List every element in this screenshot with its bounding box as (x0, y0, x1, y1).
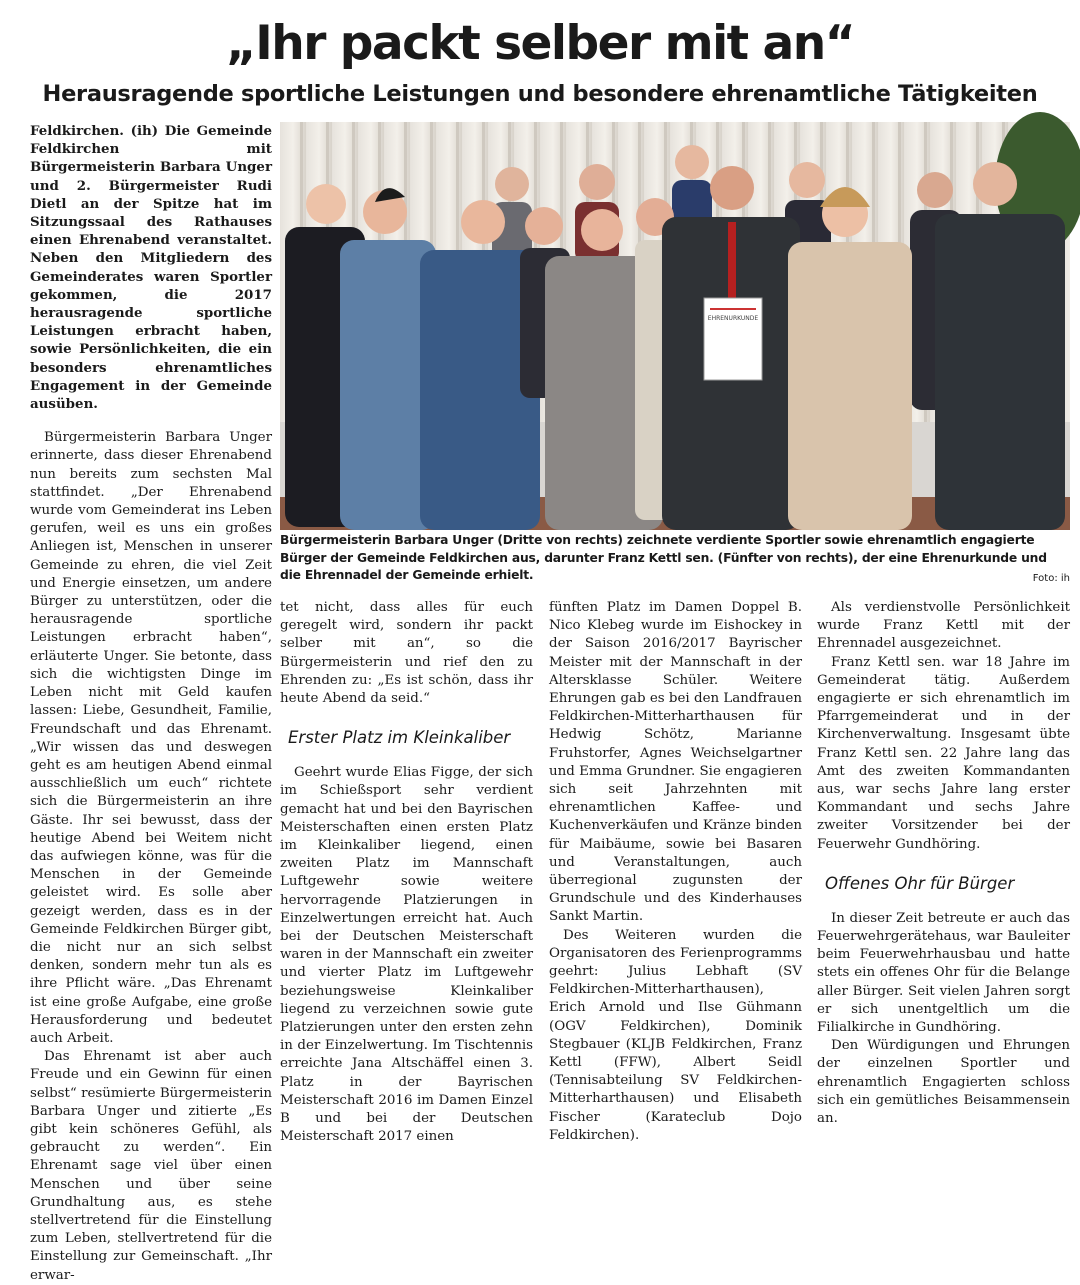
paragraph: Das Ehrenamt ist aber auch Freude und ein Gewinn für einen selbst“ resümierte Bürgermeisterin Barbara Unger und zitierte „Es gibt kein schöneres Gefühl, als gebraucht zu werden“. Ein Ehrenamt sage viel über einen Menschen und über seine Grundhaltung aus, es stehe stellvertretend für die Einstellung zum Leben, stellvertretend für die Einstellung zur Gemeinschaft. „Ihr erwar- (30, 1049, 272, 1283)
photo-caption: Bürgermeisterin Barbara Unger (Dritte von rechts) zeichnete verdiente Sportler sowie ehrenamtlich engagierte Bürger der Gemeinde Feldkirchen aus, darunter Franz Kettl sen. (Fünfter von rechts), der eine Ehrenurkunde und die Ehrennadel der Gemeinde erhielt. (280, 533, 1047, 582)
column-1 (30, 122, 272, 1283)
group-photo-illustration (280, 122, 1070, 530)
section-heading: Offenes Ohr für Bürger (825, 873, 1015, 893)
section-heading: Erster Platz im Kleinkaliber (288, 728, 511, 748)
certificate-text: EHRENURKUNDE (707, 315, 759, 322)
front-row (285, 162, 1065, 530)
paragraph: Des Weiteren wurden die Organisatoren des Ferienprogramms geehrt: Julius Lebhaft (SV Feldkirchen-Mitterharthausen), Erich Arnold und Ilse Gühmann (OGV Feldkirchen), Dominik Stegbauer (KLJB Feldkirchen, Franz Kettl (FFW), Albert Seidl (Tennisabteilung SV Feldkirchen-Mitterharthausen) und Elisabeth Fischer (Karateclub Dojo Feldkirchen). (549, 927, 802, 1143)
paragraph: fünften Platz im Damen Doppel B. Nico Klebeg wurde im Eishockey in der Saison 2016/2017 Bayrischer Meister mit der Mannschaft in der Altersklasse Schüler. Weitere Ehrungen gab es bei den Landfrauen Feldkirchen-Mitterharthausen für Hedwig Schötz, Marianne Fruhstorfer, Agnes Weichselgartner und Emma Grundner. Sie engagieren sich seit Jahrzehnten mit ehrenamtlichen Kaffee- und Kuchenverkäufen und Kränze binden für Maibäume, sowie bei Basaren und Veranstaltungen, auch überregional zugunsten der Grundschule und des Kinderhauses Sankt Martin. (549, 600, 802, 925)
paragraph: Als verdienstvolle Persönlichkeit wurde Franz Kettl mit der Ehrennadel ausgezeichnet. (817, 600, 1070, 652)
headline: „Ihr packt selber mit an“ (225, 16, 855, 71)
subheadline: Herausragende sportliche Leistungen und besondere ehrenamtliche Tätigkeiten (42, 81, 1038, 107)
group-photo (280, 122, 1070, 530)
paragraph: Geehrt wurde Elias Figge, der sich im Schießsport sehr verdient gemacht hat und bei den Bayrischen Meisterschaften einen ersten Platz im Kleinkaliber liegend, einen zweiten Platz im Mannschaft Luftgewehr sowie weitere hervorragende Platzierungen in Einzelwertungen erreicht hat. Auch bei der Deutschen Meisterschaft waren in der Mannschaft ein zweiter und vierter Platz im Luftgewehr beziehungsweise Kleinkaliber liegend zu verzeichnen sowie gute Platzierungen unter den ersten zehn in der Einzelwertung. Im Tischtennis erreichte Jana Altschäffel einen 3. Platz in der Bayrischen Meisterschaft 2016 im Damen Einzel B und bei der Deutschen Meisterschaft 2017 einen (280, 765, 533, 1145)
paragraph: Den Würdigungen und Ehrungen der einzelnen Sportler und ehrenamtlich Engagierten schloss sich ein gemütliches Beisammensein an. (817, 1038, 1070, 1127)
paragraph: In dieser Zeit betreute er auch das Feuerwehrgerätehaus, war Bauleiter beim Feuerwehrhausbau und hatte stets ein offenes Ohr für die Belange aller Bürger. Seit vielen Jahren sorgt er sich unentgeltlich um die Filialkirche in Gundhöring. (817, 910, 1070, 1036)
paragraph: Bürgermeisterin Barbara Unger erinnerte, dass dieser Ehrenabend nun bereits zum sechsten Mal stattfindet. „Der Ehrenabend wurde vom Gemeinderat ins Leben gerufen, weil es uns ein großes Anliegen ist, Menschen in unserer Gemeinde zu ehren, die viel Zeit und Energie einsetzen, um andere Bürger zu unterstützen, oder die herausragende sportliche Leistungen erbracht haben“, erläuterte Unger. Sie betonte, dass sich die wichtigsten Dinge im Leben nicht mit Geld kaufen lassen: Liebe, Gesundheit, Familie, Freundschaft und das Ehrenamt. „Wir wissen das und deswegen geht es am heutigen Abend einmal ausschließlich um euch“ richtete sich die Bürgermeisterin an ihre Gäste. Ihr sei bewusst, dass der heutige Abend bei Weitem nicht das aufwiegen könne, was für die Menschen in der Gemeinde geleistet wird. Es solle aber gezeigt werden, dass es in der Gemeinde Feldkirchen Bürger gibt, die nicht nur an sich selbst denken, sondern mehr tun als es ihre Pflicht wäre. „Das Ehrenamt ist eine große Aufgabe, eine große Herausforderung und bedeutet auch Arbeit. (30, 430, 272, 1046)
paragraph: tet nicht, dass alles für euch geregelt wird, sondern ihr packt selber mit an“, so die Bürgermeisterin und rief den zu Ehrenden zu: „Es ist schön, dass ihr heute Abend da seid.“ (280, 600, 533, 707)
column-3 (549, 599, 802, 1143)
paragraph: Franz Kettl sen. war 18 Jahre im Gemeinderat tätig. Außerdem engagierte er sich ehrenamtlich im Pfarrgemeinderat und in der Kirchenverwaltung. Insgesamt übte Franz Kettl sen. 22 Jahre lang das Amt des zweiten Kommandanten aus, war sechs Jahre lang erster Kommandant und sechs Jahre zweiter Vorsitzender bei der Feuerwehr Gundhöring. (817, 654, 1070, 852)
photo-credit: Foto: ih (1032, 573, 1070, 584)
column-4 (817, 599, 1070, 1127)
lead-paragraph: Feldkirchen. (ih) Die Gemeinde Feldkirchen mit Bürgermeisterin Barbara Unger und 2. Bürgermeister Rudi Dietl an der Spitze hat im Sitzungssaal des Rathauses einen Ehrenabend veranstaltet. Neben den Mitgliedern des Gemeinderates waren Sportler gekommen, die 2017 herausragende sportliche Leistungen erbracht haben, sowie Persönlichkeiten, die ein besonders ehrenamtliches Engagement in der Gemeinde ausüben. (30, 123, 272, 413)
column-2 (280, 599, 533, 1145)
